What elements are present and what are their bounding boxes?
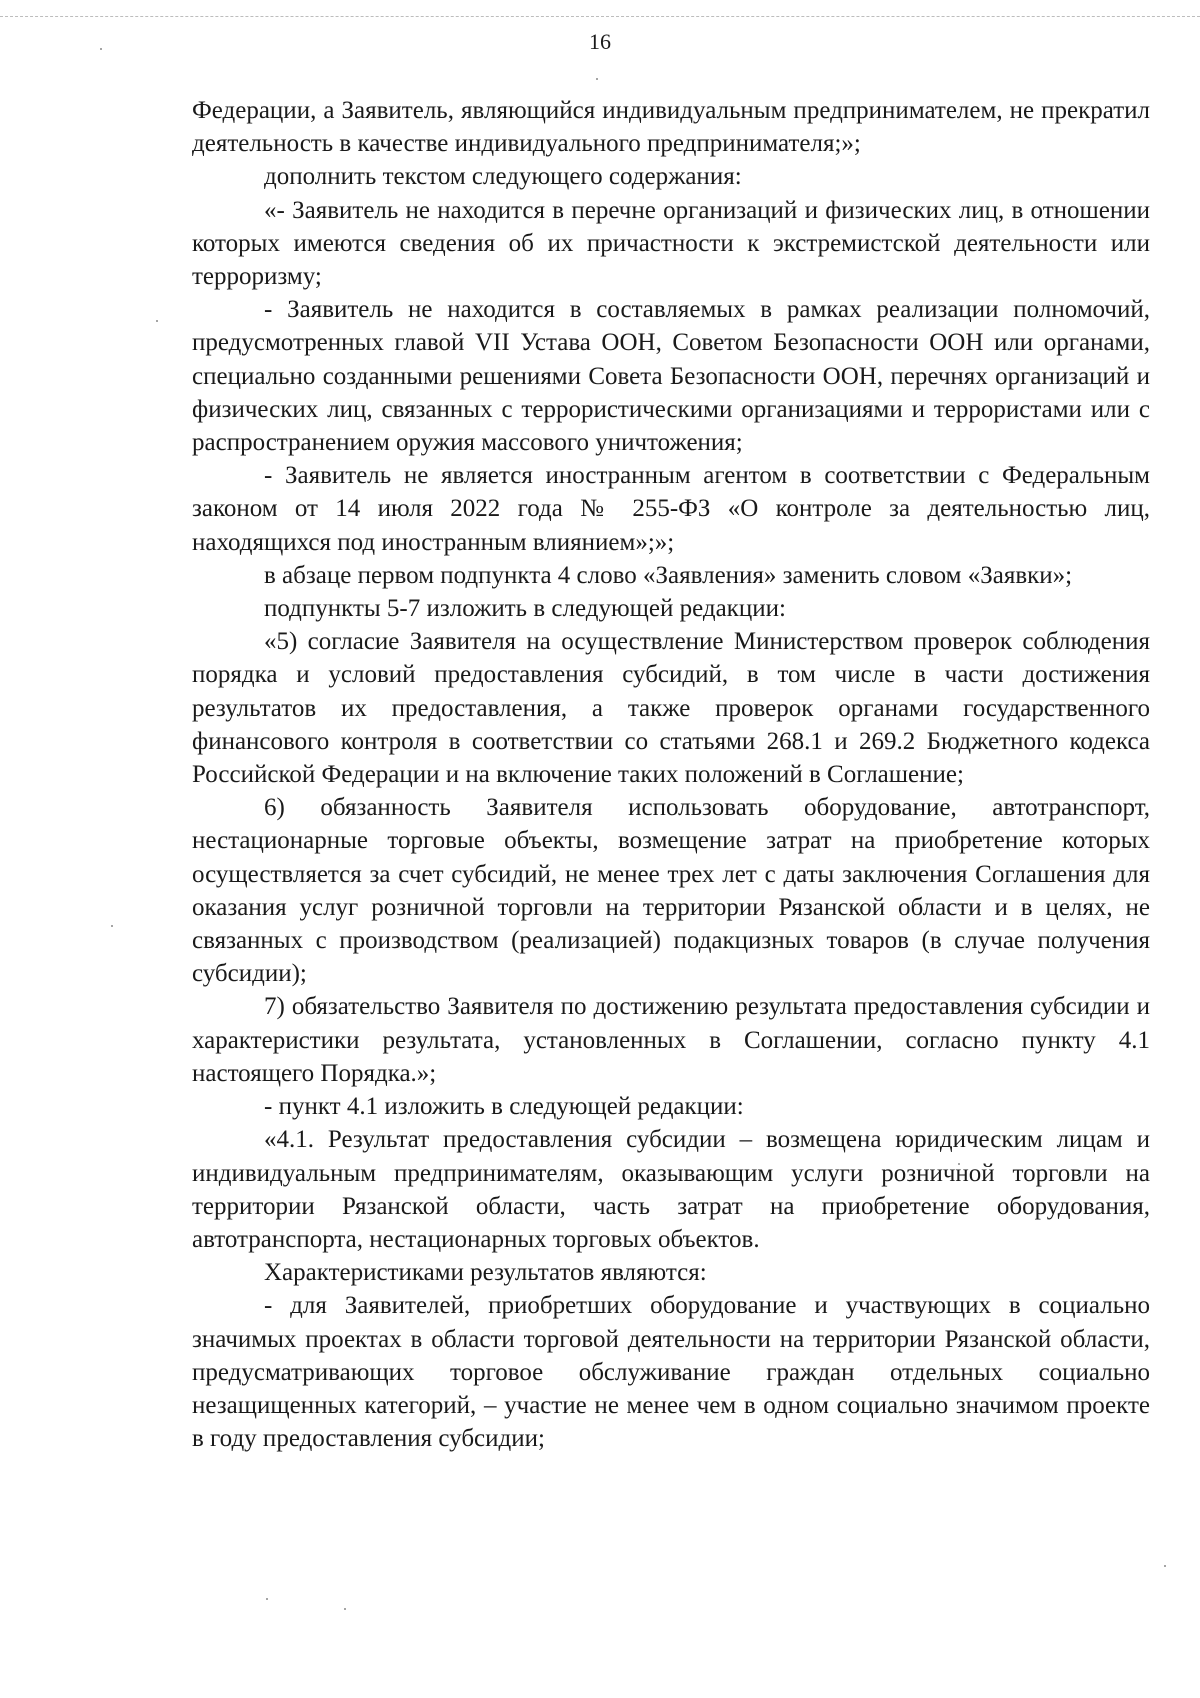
paragraph: - пункт 4.1 изложить в следующей редакции: — [264, 1093, 744, 1121]
scan-speck — [111, 925, 113, 927]
paragraph: дополнить текстом следующего содержания: — [264, 163, 742, 191]
page-number: 16 — [589, 29, 611, 54]
scan-speck — [344, 1608, 346, 1610]
paragraph: Характеристиками результатов являются: — [264, 1259, 707, 1287]
scan-speck — [266, 1598, 268, 1600]
scan-speck — [596, 78, 598, 80]
paragraph: 7) обязательство Заявителя по достижению результата предоставления субсидии и характеристики результата, установленных в Соглашении, согласно пункту 4.1 настоящего Порядка.»; — [192, 993, 1150, 1087]
scan-edge-line — [0, 16, 1200, 17]
paragraph: «- Заявитель не находится в перечне организаций и физических лиц, в отношении которых имеются сведения об их причастности к экстремистской деятельности или терроризму; — [192, 196, 1150, 291]
paragraph: подпункты 5-7 изложить в следующей редакции: — [264, 595, 786, 623]
paragraph: - Заявитель не находится в составляемых в рамках реализации полномочий, предусмотренных главой VII Устава ООН, Советом Безопасности ООН или органами, специально созданными решениями Совета Безопасности ООН, перечнях организаций и физических лиц, связанных с террористическими организациями и террористами или с распространением оружия массового уничтожения; — [192, 296, 1150, 457]
paragraph: Федерации, а Заявитель, являющийся индивидуальным предпринимателем, не прекратил деятельность в качестве индивидуального предпринимателя;»; — [192, 97, 1150, 158]
scan-speck — [156, 320, 158, 322]
paragraph: 6) обязанность Заявителя использовать оборудование, автотранспорт, нестационарные торговые объекты, возмещение затрат на приобретение которых осуществляется за счет субсидий, не менее трех лет с даты заключения Соглашения для оказания услуг розничной торговли на территории Рязанской области и в целях, не связанных с производством (реализацией) подакцизных товаров (в случае получения субсидии); — [192, 794, 1150, 988]
paragraph: «5) согласие Заявителя на осуществление Министерством проверок соблюдения порядка и условий предоставления субсидий, в том числе в части достижения результатов их предоставления, а также проверок органами государственного финансового контроля в соответствии со статьями 268.1 и 269.2 Бюджетного кодекса Российской Федерации и на включение таких положений в Соглашение; — [192, 628, 1150, 789]
document-body — [192, 94, 1150, 1455]
paragraph: - для Заявителей, приобретших оборудование и участвующих в социально значимых проектах в области торговой деятельности на территории Рязанской области, предусматривающих торговое обслуживание граждан отдельных социально незащищенных категорий, – участие не менее чем в одном социально значимом проекте в году предоставления субсидии; — [192, 1292, 1150, 1453]
paragraph: - Заявитель не является иностранным агентом в соответствии с Федеральным законом от 14 июля 2022 года № 255-ФЗ «О контроле за деятельностью лиц, находящихся под иностранным влиянием»;»; — [192, 462, 1150, 556]
paragraph: «4.1. Результат предоставления субсидии – возмещена юридическим лицам и индивидуальным предпринимателям, оказывающим услуги розничной торговли на территории Рязанской области, часть затрат на приобретение оборудования, автотранспорта, нестационарных торговых объектов. — [192, 1126, 1150, 1253]
scan-speck — [1164, 1565, 1166, 1567]
paragraph: в абзаце первом подпункта 4 слово «Заявления» заменить словом «Заявки»; — [264, 561, 1073, 589]
